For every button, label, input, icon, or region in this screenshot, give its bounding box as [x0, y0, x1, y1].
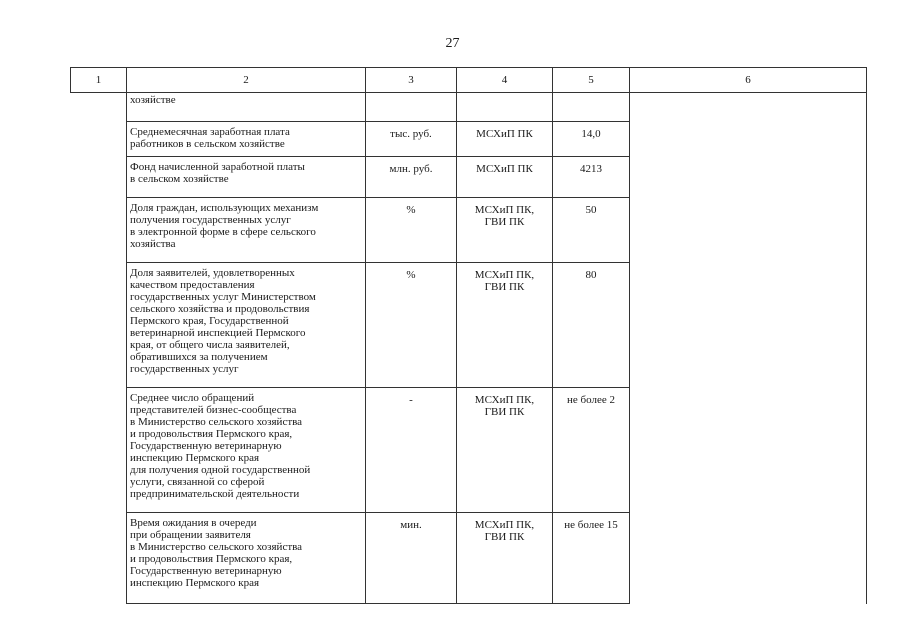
responsible-cell: МСХиП ПК, ГВИ ПК	[457, 198, 553, 263]
note-cell	[630, 513, 867, 604]
value-cell: не более 15	[553, 513, 630, 604]
unit-cell: мин.	[366, 513, 457, 604]
responsible-cell	[457, 93, 553, 122]
note-cell	[630, 388, 867, 513]
indicator-name: Среднее число обращений представителей бизнес-сообщества в Министерство сельского хозяйства и продовольствия Пермского края, Государственную ветеринарную инспекцию Пермского края для получения одной государственной услуги, связанной со сферой предпринимательской деятельности	[127, 388, 366, 513]
value-cell: 14,0	[553, 122, 630, 157]
table-row	[71, 198, 867, 263]
responsible-cell: МСХиП ПК	[457, 122, 553, 157]
table-row	[71, 157, 867, 198]
row-index-cell	[71, 93, 127, 122]
note-cell	[630, 263, 867, 388]
note-cell	[630, 157, 867, 198]
header-col-3: 3	[366, 68, 457, 93]
row-index-cell	[71, 198, 127, 263]
value-cell	[553, 93, 630, 122]
indicator-name: Среднемесячная заработная плата работников в сельском хозяйстве	[127, 122, 366, 157]
indicator-name: хозяйстве	[127, 93, 366, 122]
note-cell	[630, 93, 867, 122]
header-col-5: 5	[553, 68, 630, 93]
header-col-2: 2	[127, 68, 366, 93]
responsible-cell: МСХиП ПК	[457, 157, 553, 198]
responsible-cell: МСХиП ПК, ГВИ ПК	[457, 388, 553, 513]
responsible-cell: МСХиП ПК, ГВИ ПК	[457, 263, 553, 388]
unit-cell	[366, 93, 457, 122]
table-row	[71, 388, 867, 513]
value-cell: не более 2	[553, 388, 630, 513]
row-index-cell	[71, 157, 127, 198]
row-index-cell	[71, 388, 127, 513]
unit-cell: %	[366, 263, 457, 388]
unit-cell: %	[366, 198, 457, 263]
value-cell: 50	[553, 198, 630, 263]
note-cell	[630, 122, 867, 157]
unit-cell: тыс. руб.	[366, 122, 457, 157]
indicator-name: Доля заявителей, удовлетворенных качеством предоставления государственных услуг Министерством сельского хозяйства и продовольствия Пермского края, Государственной ветеринарной инспекцией Пермского края, от общего числа заявителей, обратившихся за получением государственных услуг	[127, 263, 366, 388]
note-cell	[630, 198, 867, 263]
row-index-cell	[71, 263, 127, 388]
table-row	[71, 263, 867, 388]
value-cell: 80	[553, 263, 630, 388]
table-row	[71, 513, 867, 604]
indicators-table	[70, 67, 867, 604]
unit-cell: -	[366, 388, 457, 513]
row-index-cell	[71, 122, 127, 157]
header-col-4: 4	[457, 68, 553, 93]
row-index-cell	[71, 513, 127, 604]
indicator-name: Время ожидания в очереди при обращении заявителя в Министерство сельского хозяйства и продовольствия Пермского края, Государственную ветеринарную инспекцию Пермского края	[127, 513, 366, 604]
page-number: 27	[445, 36, 460, 51]
unit-cell: млн. руб.	[366, 157, 457, 198]
table-row	[71, 93, 867, 122]
responsible-cell: МСХиП ПК, ГВИ ПК	[457, 513, 553, 604]
table-row	[71, 122, 867, 157]
header-col-1: 1	[71, 68, 127, 93]
value-cell: 4213	[553, 157, 630, 198]
header-col-6: 6	[630, 68, 867, 93]
indicator-name: Доля граждан, использующих механизм получения государственных услуг в электронной форме в сфере сельского хозяйства	[127, 198, 366, 263]
table-header-row	[71, 68, 867, 93]
indicator-name: Фонд начисленной заработной платы в сельском хозяйстве	[127, 157, 366, 198]
